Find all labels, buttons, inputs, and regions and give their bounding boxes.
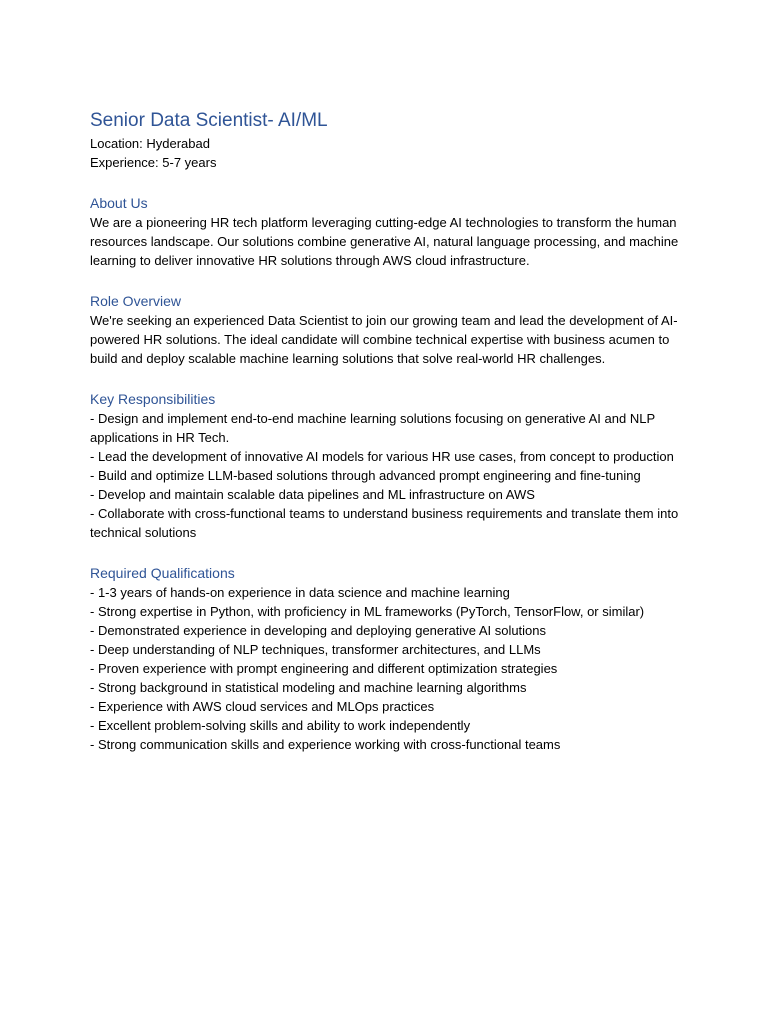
qualifications-heading: Required Qualifications	[90, 565, 235, 581]
list-item: - 1-3 years of hands-on experience in data science and machine learning	[90, 585, 510, 600]
list-item: - Collaborate with cross-functional teams to understand business requirements and translate them into technical solutions	[90, 506, 679, 540]
about-heading: About Us	[90, 195, 148, 211]
role-text: We're seeking an experienced Data Scientist to join our growing team and lead the development of AI-powered HR solutions. The ideal candidate will combine technical expertise with business acumen to build and deploy scalable machine learning solutions that solve real-world HR challenges.	[90, 313, 678, 366]
list-item: - Strong expertise in Python, with proficiency in ML frameworks (PyTorch, TensorFlow, or similar)	[90, 604, 645, 619]
document-page	[90, 108, 690, 754]
list-item: - Demonstrated experience in developing and deploying generative AI solutions	[90, 623, 547, 638]
list-item: - Excellent problem-solving skills and ability to work independently	[90, 718, 471, 733]
list-item: - Strong communication skills and experience working with cross-functional teams	[90, 737, 561, 752]
responsibilities-list	[90, 409, 690, 542]
list-item: - Strong background in statistical modeling and machine learning algorithms	[90, 680, 527, 695]
qualifications-list	[90, 583, 690, 754]
about-text: We are a pioneering HR tech platform leveraging cutting-edge AI technologies to transform the human resources landscape. Our solutions combine generative AI, natural language processing, and machine learning to deliver innovative HR solutions through AWS cloud infrastructure.	[90, 215, 679, 268]
location-line: Location: Hyderabad	[90, 136, 210, 151]
list-item: - Build and optimize LLM-based solutions through advanced prompt engineering and fine-tuning	[90, 468, 641, 483]
list-item: - Lead the development of innovative AI models for various HR use cases, from concept to production	[90, 449, 674, 464]
responsibilities-heading: Key Responsibilities	[90, 391, 216, 407]
list-item: - Experience with AWS cloud services and MLOps practices	[90, 699, 435, 714]
role-heading: Role Overview	[90, 293, 182, 309]
list-item: - Proven experience with prompt engineering and different optimization strategies	[90, 661, 558, 676]
responsibilities-section	[90, 390, 690, 542]
list-item: - Develop and maintain scalable data pipelines and ML infrastructure on AWS	[90, 487, 535, 502]
about-section	[90, 194, 690, 270]
list-item: - Deep understanding of NLP techniques, transformer architectures, and LLMs	[90, 642, 541, 657]
list-item: - Design and implement end-to-end machine learning solutions focusing on generative AI and NLP applications in HR Tech.	[90, 411, 655, 445]
document-title: Senior Data Scientist- AI/ML	[90, 110, 328, 131]
experience-line: Experience: 5-7 years	[90, 155, 217, 170]
role-section	[90, 292, 690, 368]
qualifications-section	[90, 564, 690, 754]
